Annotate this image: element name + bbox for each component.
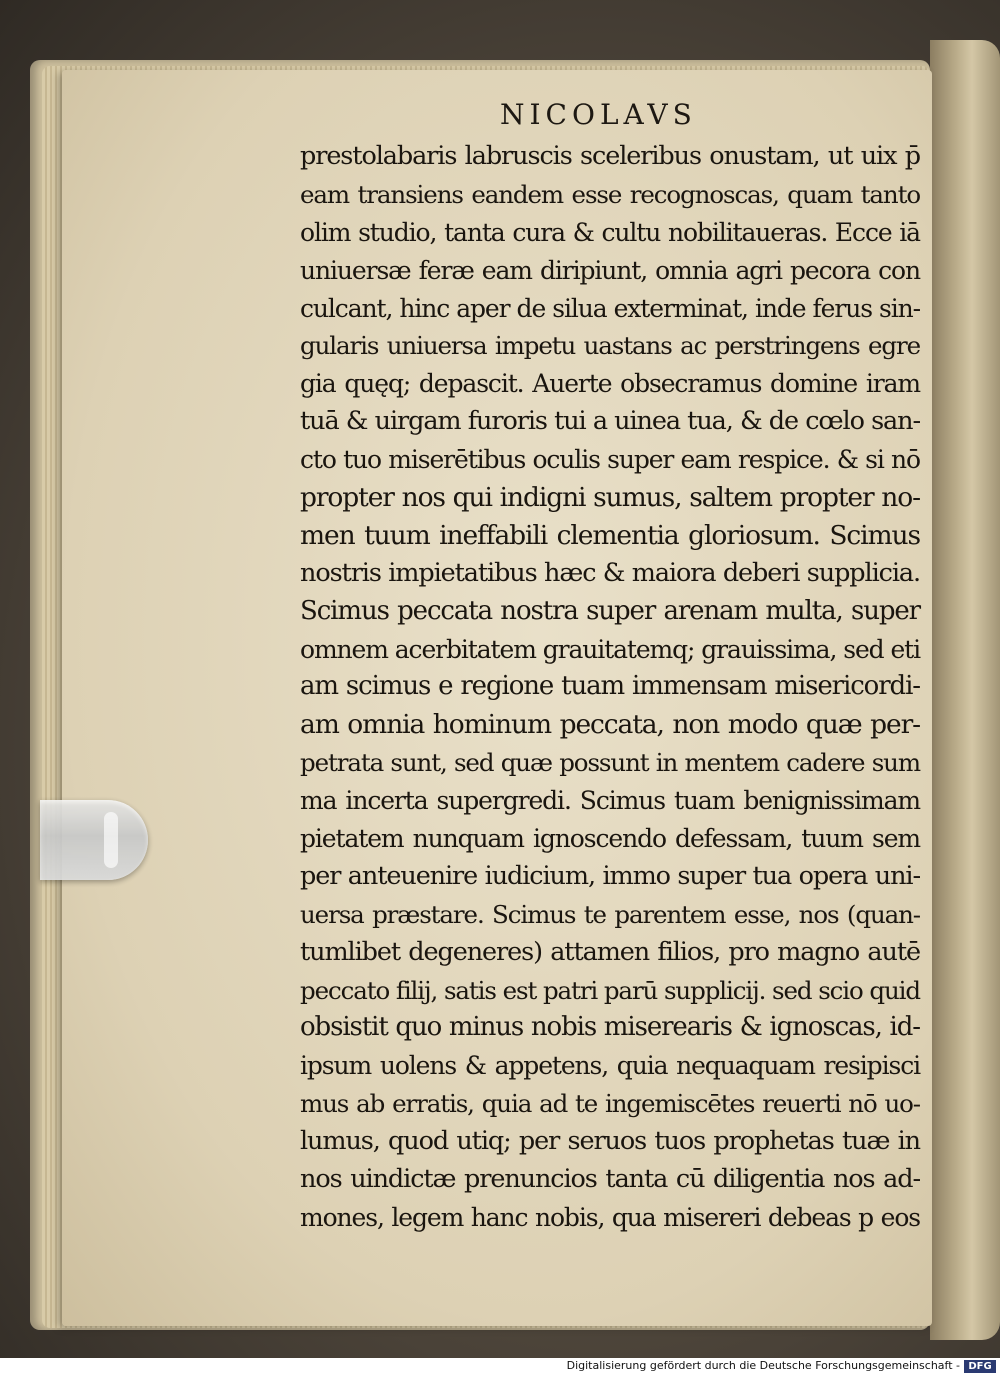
text-line: prestolabaris labruscis sceleribus onustam, ut uix p̄ (300, 141, 920, 171)
bookmark-strip (40, 800, 148, 880)
text-line: ipsum uolens & appetens, quia nequaquam resipisci (300, 1051, 920, 1081)
text-line: mones, legem hanc nobis, qua misereri debeas p eos (300, 1202, 920, 1232)
text-line: nostris impietatibus hæc & maiora deberi supplicia. (300, 557, 920, 588)
bleed-through-mark (142, 458, 242, 480)
text-line: am omnia hominum peccata, non modo quæ per- (300, 709, 920, 741)
text-line: pietatem nunquam ignoscendo defessam, tuum sem (300, 824, 920, 854)
text-line: cto tuo miserētibus oculis super eam respice. & si nō (300, 445, 920, 475)
text-line: obsistit quo minus nobis miserearis & ignoscas, id- (300, 1012, 920, 1043)
text-line: nos uindictæ prenuncios tanta cū diligentia nos ad- (300, 1164, 920, 1195)
text-block (300, 138, 920, 1237)
text-line: men tuum ineffabili clementia gloriosum. Scimus (300, 519, 920, 551)
text-line: Scimus peccata nostra super arenam multa, super (300, 595, 920, 626)
text-line: tuā & uirgam furoris tui a uinea tua, & de cœlo san- (300, 406, 920, 437)
bookmark-highlight (104, 812, 118, 868)
text-line: gia quęq; depascit. Auerte obsecramus domine iram (300, 369, 920, 399)
dfg-logo: DFG (964, 1360, 996, 1373)
bleed-through-mark (142, 930, 242, 952)
footer-bar (0, 1358, 1000, 1376)
text-line: tumlibet degeneres) attamen filios, pro magno autē (300, 936, 920, 967)
text-line: propter nos qui indigni sumus, saltem propter no- (300, 482, 920, 514)
text-line: gularis uniuersa impetu uastans ac perstringens egre (300, 331, 920, 361)
text-line: uersa præstare. Scimus te parentem esse, nos (quan- (300, 899, 920, 929)
text-line: peccato filij, satis est patri parū supplicij. sed scio quid (300, 975, 920, 1005)
book-cover-edge (930, 40, 1000, 1340)
text-line: petrata sunt, sed quæ possunt in mentem cadere sum (300, 748, 920, 778)
running-head: NICOLAVS (500, 98, 697, 131)
text-line: eam transiens eandem esse recognoscas, quam tanto (300, 179, 920, 209)
text-line: am scimus e regione tuam immensam misericordi- (300, 671, 920, 702)
text-line: omnem acerbitatem grauitatemq; grauissima, sed eti (300, 634, 920, 664)
text-line: culcant, hinc aper de silua exterminat, inde ferus sin- (300, 293, 920, 323)
text-line: per anteuenire iudicium, immo super tua opera uni- (300, 860, 920, 891)
text-line: lumus, quod utiq; per seruos tuos prophetas tuæ in (300, 1126, 920, 1157)
text-line: ma incerta supergredi. Scimus tuam benignissimam (300, 786, 920, 816)
text-line: uniuersæ feræ eam diripiunt, omnia agri pecora con (300, 255, 920, 285)
funding-notice: Digitalisierung gefördert durch die Deutsche Forschungsgemeinschaft - (566, 1359, 960, 1372)
text-line: olim studio, tanta cura & cultu nobilitaueras. Ecce iā (300, 217, 920, 247)
text-line: mus ab erratis, quia ad te ingemiscētes reuerti nō uo- (300, 1089, 920, 1119)
